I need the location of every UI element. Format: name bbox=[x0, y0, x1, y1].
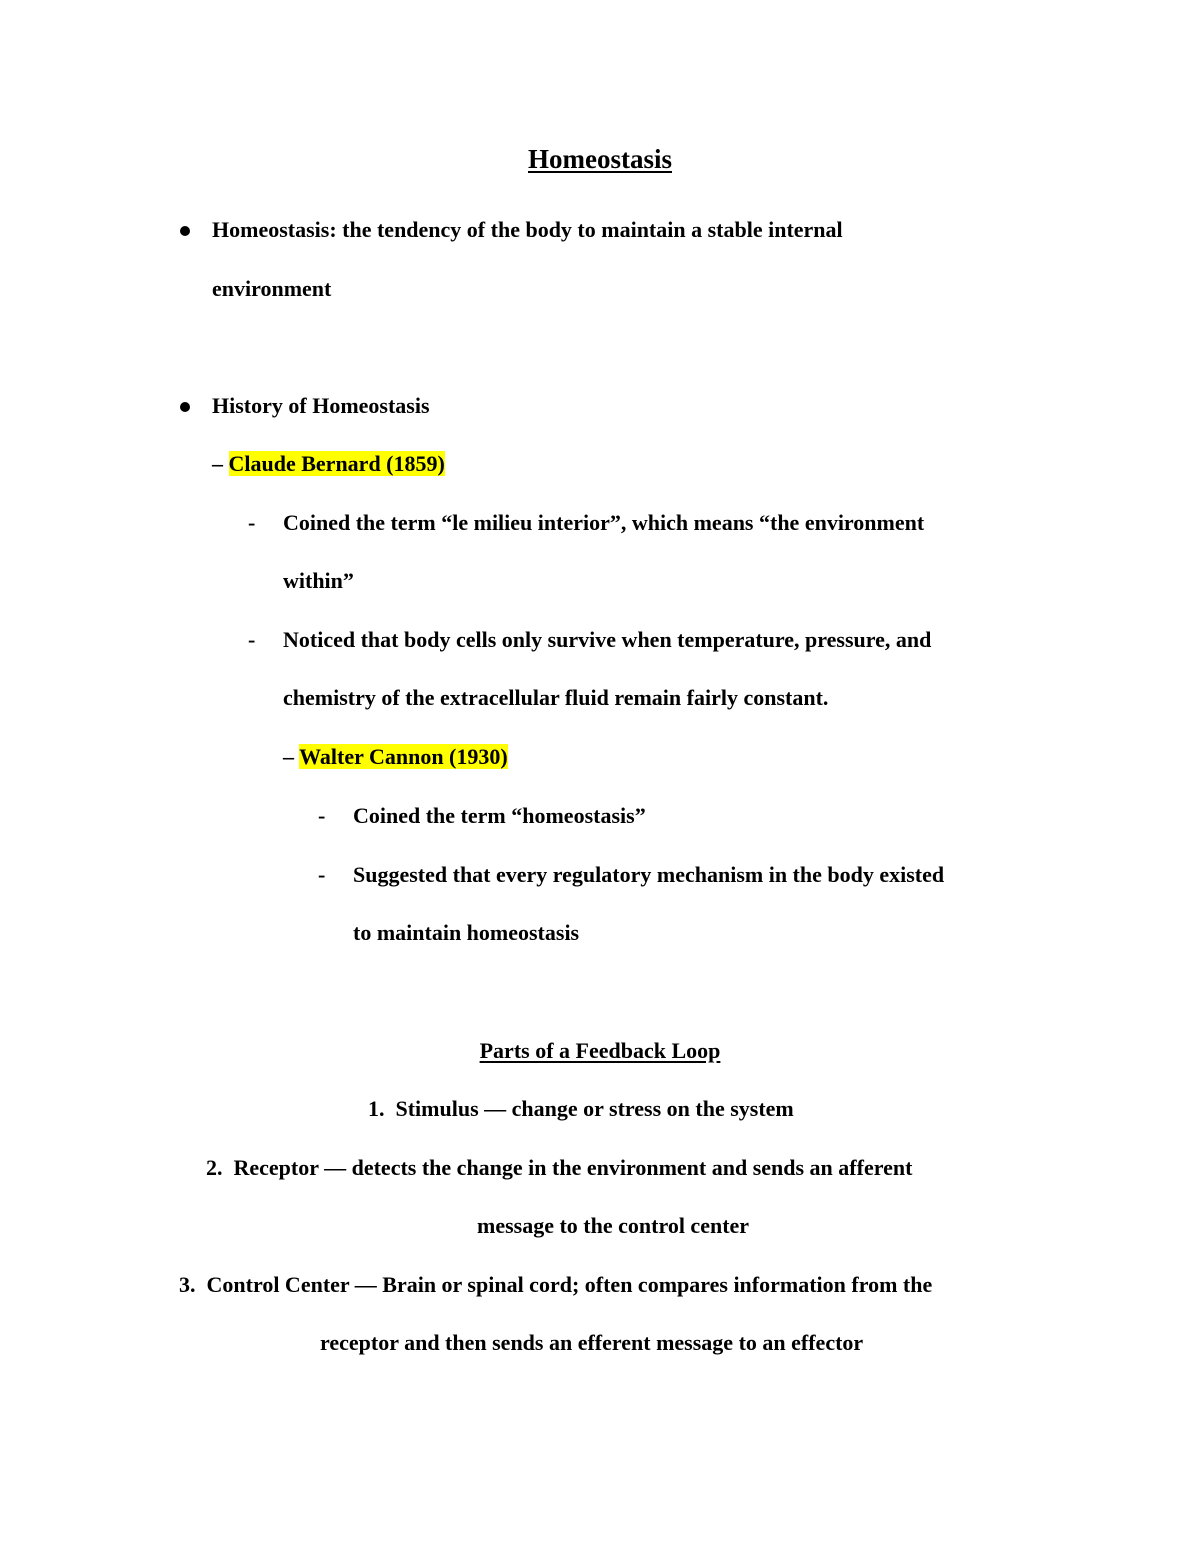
cannon-heading-row bbox=[283, 744, 508, 770]
page-title: Homeostasis bbox=[528, 144, 672, 174]
history-heading: History of Homeostasis bbox=[212, 393, 430, 418]
feedback-item-3 bbox=[179, 1272, 932, 1298]
definition-line-2: environment bbox=[212, 276, 332, 301]
section-title: Parts of a Feedback Loop bbox=[479, 1038, 721, 1063]
cannon-point-2-line-2: to maintain homeostasis bbox=[353, 920, 580, 945]
feedback-item-2 bbox=[206, 1155, 912, 1181]
bernard-point-1-line-1: Coined the term “le milieu interior”, which means “the environment bbox=[283, 510, 925, 535]
bernard-heading: Claude Bernard (1859) bbox=[228, 451, 445, 476]
list-marker: - bbox=[248, 627, 256, 652]
item-number: 1. bbox=[368, 1096, 385, 1121]
cannon-point-2-line-1: Suggested that every regulatory mechanism in the body existed bbox=[353, 862, 945, 887]
feedback-item-3-text: Control Center — Brain or spinal cord; often compares information from the bbox=[206, 1272, 933, 1297]
en-dash-marker: – bbox=[212, 451, 223, 476]
feedback-item-2-text: Receptor — detects the change in the environment and sends an afferent bbox=[233, 1155, 913, 1180]
cannon-point-1-line-1: Coined the term “homeostasis” bbox=[353, 803, 646, 828]
list-marker: - bbox=[318, 803, 326, 828]
bernard-heading-row bbox=[212, 451, 445, 477]
bullet-icon bbox=[180, 226, 190, 236]
bernard-point-1-line-2: within” bbox=[283, 568, 354, 593]
feedback-item-3-line-2: receptor and then sends an efferent message to an effector bbox=[320, 1330, 864, 1355]
en-dash-marker: – bbox=[283, 744, 294, 769]
definition-line-1: Homeostasis: the tendency of the body to maintain a stable internal bbox=[212, 217, 843, 242]
bullet-icon bbox=[180, 402, 190, 412]
feedback-item-1 bbox=[368, 1096, 794, 1122]
bernard-point-2-line-2: chemistry of the extracellular fluid remain fairly constant. bbox=[283, 685, 829, 710]
bernard-point-2-line-1: Noticed that body cells only survive when temperature, pressure, and bbox=[283, 627, 932, 652]
feedback-item-1-text: Stimulus — change or stress on the system bbox=[395, 1096, 794, 1121]
item-number: 3. bbox=[179, 1272, 196, 1297]
cannon-heading: Walter Cannon (1930) bbox=[299, 744, 508, 769]
list-marker: - bbox=[248, 510, 256, 535]
feedback-item-2-line-2: message to the control center bbox=[477, 1213, 750, 1238]
item-number: 2. bbox=[206, 1155, 223, 1180]
list-marker: - bbox=[318, 862, 326, 887]
